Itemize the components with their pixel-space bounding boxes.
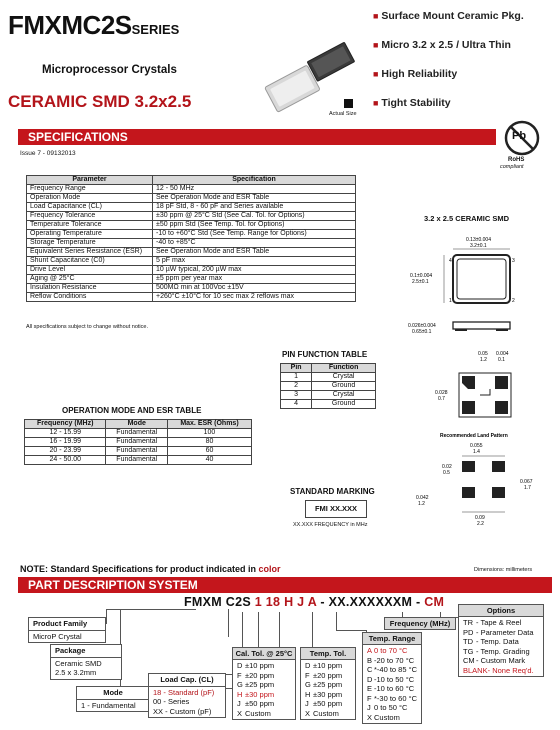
table-cell: 100	[167, 429, 251, 438]
pad-a: 0.05	[478, 351, 488, 357]
product-family-label: Product Family	[28, 617, 106, 631]
table-row	[281, 400, 376, 409]
table-cell: Crystal	[312, 391, 376, 400]
pad-a-mm: 1.2	[480, 357, 487, 363]
options-box	[458, 604, 544, 677]
option-item: D ±10 ppm	[305, 661, 343, 670]
option-item: G ±25 ppm	[237, 680, 275, 689]
land-a-mm: 1.4	[473, 449, 480, 455]
actual-size-label: Actual Size	[329, 111, 357, 117]
land-c-mm: 1.2	[418, 501, 425, 507]
spec-table	[26, 175, 356, 302]
options-values	[458, 617, 544, 677]
option-item: H ±30 ppm	[237, 689, 275, 699]
esr-table	[24, 419, 252, 465]
temp-tol-label: Temp. Tol.	[300, 647, 356, 660]
mode-value: 1 - Fundamental	[76, 700, 150, 713]
land-d-mm: 1.7	[524, 485, 531, 491]
option-item: D -10 to 50 °C	[367, 674, 415, 684]
esr-col-header: Mode	[106, 420, 168, 429]
feature-item: ■ Micro 3.2 x 2.5 / Ultra Thin	[373, 39, 511, 51]
table-row	[27, 275, 356, 284]
frequency-box	[384, 617, 456, 630]
table-cell: ±30 ppm @ 25°C Std (See Cal. Tol. for Options)	[153, 212, 356, 221]
package-box	[50, 644, 122, 680]
temp-tol-values	[300, 660, 356, 720]
title-series: SERIES	[131, 22, 180, 37]
dim-t: 0.026±0.004	[408, 323, 436, 329]
table-cell: Equivalent Series Resistance (ESR)	[27, 248, 153, 257]
actual-size-square	[344, 99, 353, 108]
pad-b-mm: 0.1	[498, 357, 505, 363]
dim-h: 0.1±0.004	[410, 273, 433, 279]
table-row	[25, 447, 252, 456]
option-item: TD - Temp. Data	[463, 637, 519, 646]
options-label: Options	[458, 604, 544, 617]
table-cell: -10 to +60°C Std (See Temp. Range for Options)	[153, 230, 356, 239]
table-row	[27, 221, 356, 230]
feature-item: ■ Tight Stability	[373, 97, 451, 109]
table-cell: Fundamental	[106, 429, 168, 438]
option-item: C *-40 to 85 °C	[367, 665, 418, 674]
table-cell: Crystal	[312, 373, 376, 382]
table-cell: Reflow Conditions	[27, 293, 153, 302]
product-title	[8, 10, 179, 41]
product-family-box	[28, 617, 106, 643]
subtitle: Microprocessor Crystals	[42, 64, 177, 76]
land-e: 0.09	[475, 515, 485, 521]
crystal-image	[255, 35, 370, 120]
dim-h-mm: 2.5±0.1	[412, 279, 429, 285]
table-cell: Ground	[312, 400, 376, 409]
table-row	[27, 248, 356, 257]
land-c: 0.042	[416, 495, 429, 501]
pin-table-title: PIN FUNCTION TABLE	[282, 350, 368, 359]
table-row	[27, 293, 356, 302]
table-cell: 40	[167, 456, 251, 465]
rohs-sub: compliant	[500, 164, 524, 170]
option-item: E -10 to 60 °C	[367, 684, 415, 693]
pin-table	[280, 363, 376, 409]
table-cell: 16 - 19.99	[25, 438, 106, 447]
title-main: FMXMC2S	[8, 10, 132, 40]
dimension-note: Dimensions: millimeters	[474, 567, 533, 573]
option-item: TR - Tape & Reel	[463, 618, 522, 627]
table-cell: Fundamental	[106, 438, 168, 447]
table-cell: 10 µW typical, 200 µW max	[153, 266, 356, 275]
temp-range-values	[362, 645, 422, 724]
package-value: Ceramic SMD 2.5 x 3.2mm	[50, 658, 122, 680]
dim-t-mm: 0.65±0.1	[412, 329, 432, 335]
option-item: F ±20 ppm	[237, 670, 275, 680]
table-cell: ±50 ppm Std (See Temp. Tol. for Options)	[153, 221, 356, 230]
spec-col-header: Specification	[153, 176, 356, 185]
table-row	[25, 429, 252, 438]
mode-label: Mode	[76, 686, 150, 700]
option-item: F *-30 to 60 °C	[367, 693, 418, 703]
marking-title: STANDARD MARKING	[290, 487, 375, 496]
land-e-mm: 2.2	[477, 521, 484, 527]
feature-list	[373, 10, 558, 126]
table-row	[281, 391, 376, 400]
pin-num: 1	[449, 298, 452, 304]
option-item: B -20 to 70 °C	[367, 655, 415, 665]
mode-box	[76, 686, 150, 712]
option-item: X Custom	[305, 708, 339, 718]
esr-table-title: OPERATION MODE AND ESR TABLE	[62, 406, 202, 415]
table-row	[27, 239, 356, 248]
load-cap-label: Load Cap. (CL)	[148, 673, 226, 687]
table-cell: 500MΩ min at 100Vᴅᴄ ±15V	[153, 284, 356, 293]
temp-range-box	[362, 632, 422, 724]
table-row	[27, 257, 356, 266]
option-item: BLANK- None Req'd.	[463, 665, 534, 675]
table-cell: Fundamental	[106, 447, 168, 456]
table-cell: 12 - 15.99	[25, 429, 106, 438]
option-item: G ±25 ppm	[305, 680, 343, 689]
table-cell: 2	[281, 382, 312, 391]
esr-col-header: Frequency (MHz)	[25, 420, 106, 429]
option-item: CM- Custom Mark	[463, 656, 526, 665]
table-cell: Drive Level	[27, 266, 153, 275]
dimension-drawing	[380, 225, 560, 543]
table-cell: See Operation Mode and ESR Table	[153, 248, 356, 257]
package-title: CERAMIC SMD 3.2x2.5	[8, 92, 192, 111]
temp-range-label: Temp. Range	[362, 632, 422, 645]
feature-item: ■ Surface Mount Ceramic Pkg.	[373, 10, 524, 22]
table-row	[27, 212, 356, 221]
esr-col-header: Max. ESR (Ohms)	[167, 420, 251, 429]
package-label: Package	[50, 644, 122, 658]
option-item: X Custom	[237, 708, 271, 718]
marking-box: FMI XX.XXX	[305, 500, 367, 518]
dim-w-mm: 3.2±0.1	[470, 243, 487, 249]
land-d: 0.067	[520, 479, 533, 485]
load-cap-box	[148, 673, 226, 718]
table-cell: +260°C ±10°C for 10 sec max 2 reflows max	[153, 293, 356, 302]
issue-label: Issue 7 - 09132013	[20, 150, 76, 157]
option-item: TG - Temp. Grading	[463, 646, 530, 656]
table-cell: Fundamental	[106, 456, 168, 465]
table-row	[281, 373, 376, 382]
table-cell: 5 pF max	[153, 257, 356, 266]
table-cell: Frequency Range	[27, 185, 153, 194]
option-item: D ±10 ppm	[237, 661, 275, 670]
table-row	[25, 456, 252, 465]
table-row	[25, 438, 252, 447]
rohs-text: RoHS	[508, 157, 525, 163]
table-row	[27, 230, 356, 239]
table-cell: Frequency Tolerance	[27, 212, 153, 221]
spec-col-header: Parameter	[27, 176, 153, 185]
table-row	[27, 284, 356, 293]
table-cell: Operating Temperature	[27, 230, 153, 239]
cal-tol-label: Cal. Tol. @ 25°C	[232, 647, 296, 660]
frequency-label: Frequency (MHz)	[384, 617, 456, 630]
land-title: Recommended Land Pattern	[440, 433, 508, 439]
cal-tol-values	[232, 660, 296, 720]
table-cell: 1	[281, 373, 312, 382]
pin-col-header: Pin	[281, 364, 312, 373]
option-item: A 0 to 70 °C	[367, 646, 408, 655]
table-cell: 24 - 50.00	[25, 456, 106, 465]
pin-num: 4	[449, 258, 452, 264]
table-cell: 18 pF Std, 8 - 60 pF and Series available	[153, 203, 356, 212]
table-cell: 80	[167, 438, 251, 447]
part-heading: PART DESCRIPTION SYSTEM	[18, 577, 552, 593]
table-cell: Operation Mode	[27, 194, 153, 203]
part-code: FMXM C2S 1 18 H J A - XX.XXXXXXM - CM	[184, 595, 445, 609]
rohs-pb: Pb	[512, 130, 527, 142]
table-cell: Temperature Tolerance	[27, 221, 153, 230]
dim-w: 0.13±0.004	[466, 237, 491, 243]
marking-caption: XX.XXX FREQUENCY in MHz	[293, 522, 368, 528]
land-a: 0.055	[470, 443, 483, 449]
land-b-mm: 0.5	[443, 470, 450, 476]
option-item: H ±30 ppm	[305, 689, 343, 699]
table-row	[27, 203, 356, 212]
option-item: F ±20 ppm	[305, 670, 343, 680]
table-row	[27, 185, 356, 194]
table-cell: ±5 ppm per year max	[153, 275, 356, 284]
table-row	[27, 194, 356, 203]
pad-b: 0.004	[496, 351, 509, 357]
drawing-title: 3.2 x 2.5 CERAMIC SMD	[424, 214, 510, 223]
standard-note: NOTE: Standard Specifications for product indicated in color	[20, 564, 281, 574]
pad-c: 0.028	[435, 390, 448, 396]
cal-tol-box	[232, 647, 296, 720]
table-cell: Shunt Capacitance (C0)	[27, 257, 153, 266]
table-cell: 20 - 23.99	[25, 447, 106, 456]
table-cell: Aging @ 25°C	[27, 275, 153, 284]
pad-c-mm: 0.7	[438, 396, 445, 402]
feature-item: ■ High Reliability	[373, 68, 458, 80]
pin-num: 3	[512, 258, 515, 264]
table-cell: 4	[281, 400, 312, 409]
option-item: J ±50 ppm	[305, 699, 343, 708]
table-row	[27, 266, 356, 275]
load-cap-values: 18 - Standard (pF) 00 - Series XX - Custom (pF)	[148, 687, 226, 719]
specifications-heading: SPECIFICATIONS	[18, 129, 496, 145]
table-cell: See Operation Mode and ESR Table	[153, 194, 356, 203]
option-item: J ±50 ppm	[237, 699, 275, 708]
product-family-value: MicroP Crystal	[28, 631, 106, 644]
table-cell: 3	[281, 391, 312, 400]
table-row	[281, 382, 376, 391]
option-item: PD - Parameter Data	[463, 627, 534, 637]
pin-col-header: Function	[312, 364, 376, 373]
table-cell: 12 - 50 MHz	[153, 185, 356, 194]
table-cell: Ground	[312, 382, 376, 391]
table-cell: 60	[167, 447, 251, 456]
option-item: X Custom	[367, 712, 400, 722]
table-cell: Load Capacitance (CL)	[27, 203, 153, 212]
table-cell: Storage Temperature	[27, 239, 153, 248]
temp-tol-box	[300, 647, 356, 720]
land-b: 0.02	[442, 464, 452, 470]
table-cell: Insulation Resistance	[27, 284, 153, 293]
option-item: J 0 to 50 °C	[367, 703, 408, 712]
table-cell: -40 to +85°C	[153, 239, 356, 248]
pin-num: 2	[512, 298, 515, 304]
spec-note: All specifications subject to change without notice.	[26, 324, 148, 330]
